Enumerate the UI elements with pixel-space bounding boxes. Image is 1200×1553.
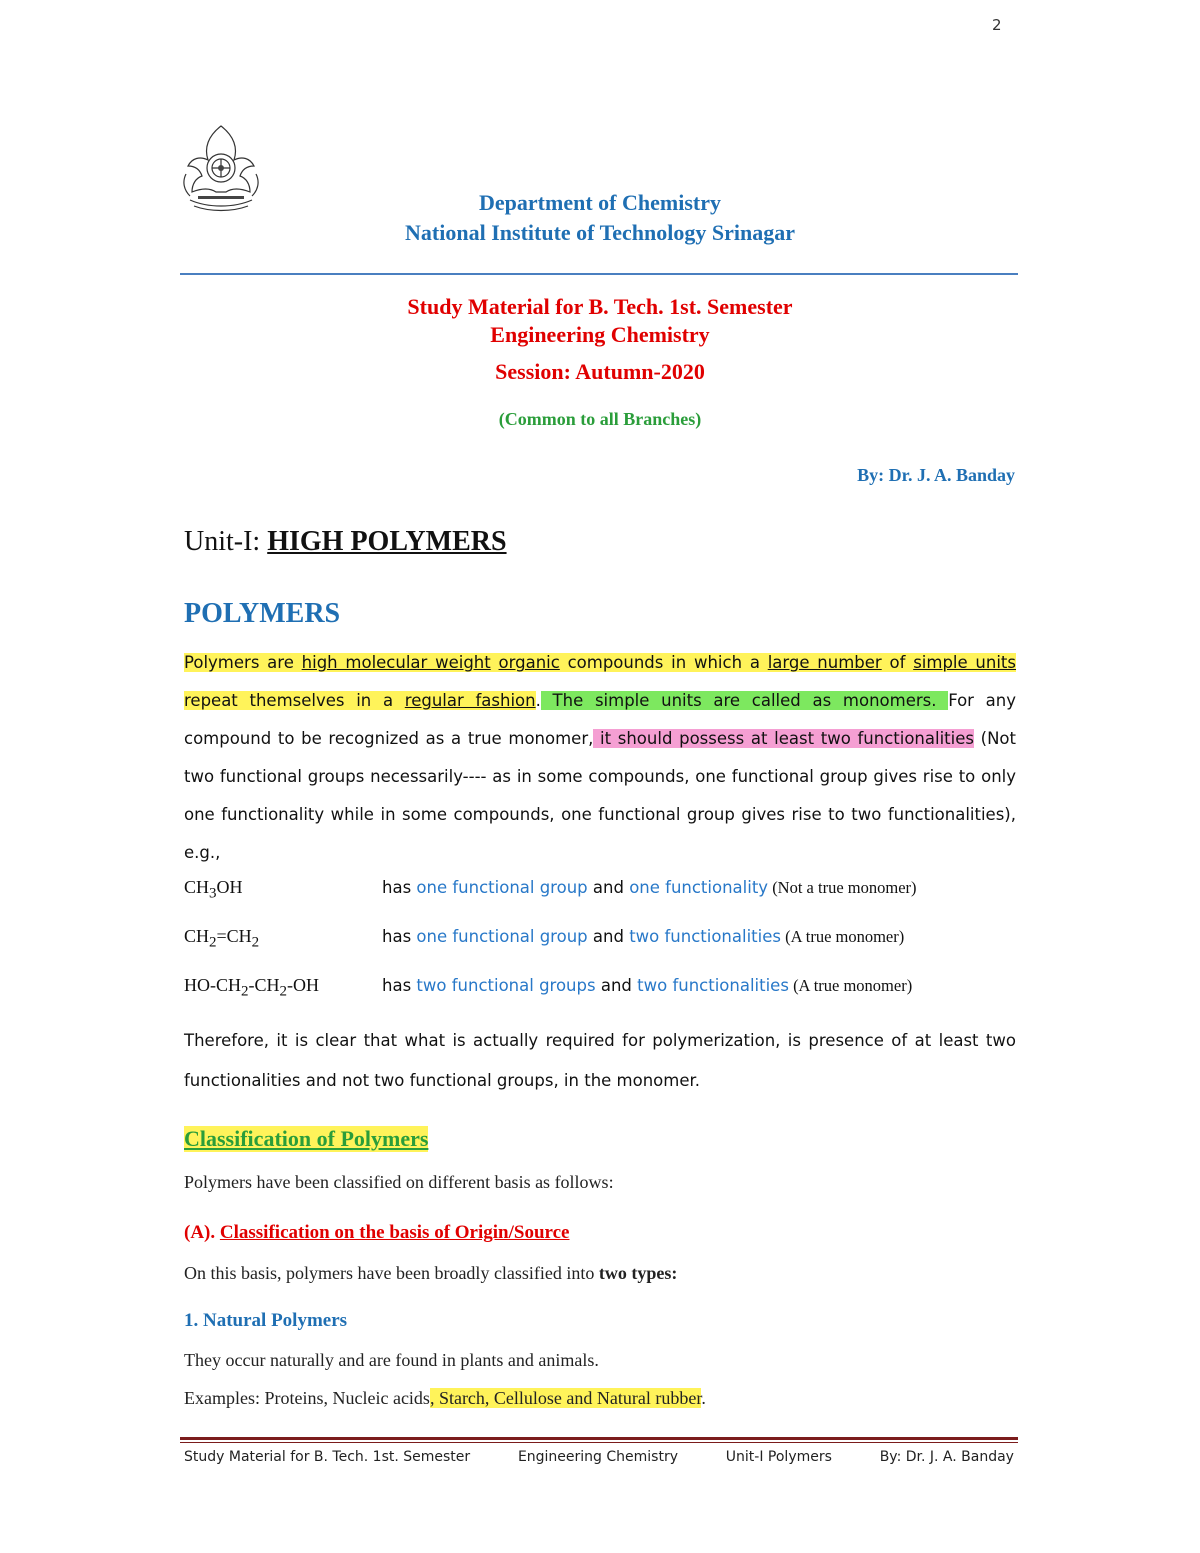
example-description [382,927,904,946]
classification-heading: Classification of Polymers [184,1126,429,1151]
example-note: (A true monomer) [780,927,905,946]
example-functionalities: two functionalities [629,927,781,946]
def-text: compounds in which a [559,653,768,672]
header-divider [180,273,1018,275]
author: By: Dr. J. A. Banday [857,465,1015,485]
study-line1: Study Material for B. Tech. 1st. Semester [407,294,793,319]
basis-text-b: two types: [598,1263,678,1283]
institute-name: National Institute of Technology Srinagar [405,220,795,245]
section-a-title: Classification on the basis of Origin/Source [219,1222,570,1243]
example-row [184,975,912,1001]
def-text: . [535,691,541,710]
natural-polymers-examples [184,1388,706,1409]
page-number: 2 [992,16,1002,34]
common-branches: (Common to all Branches) [498,409,702,429]
polymers-definition [184,644,1016,872]
functionality-text: (Not two functional groups necessarily---- as in some compounds, one functional group gives rise to only one functionality while in some compounds, one functional group gives rise to two functionalities), e.g., [184,729,1016,862]
def-text: Polymers are [184,653,302,672]
footer-divider-thin [180,1442,1018,1443]
conclusion: Therefore, it is clear that what is actually required for polymerization, is presence of at least two functionalities and not two functional groups, in the monomer. [184,1031,1016,1090]
example-has: has [382,976,417,995]
department-name: Department of Chemistry [479,190,721,215]
example-note: (A true monomer) [788,976,913,995]
study-material-title [0,293,1200,349]
section-a-heading [184,1222,569,1244]
monomer-highlight: The simple units are called as monomers. [540,691,949,710]
example-formula: $HO-CH_2-CH_2-OH$ [184,975,319,1000]
def-text [491,653,499,672]
example-functionalities: one functionality [629,878,769,897]
example-note: (Not a true monomer) [768,878,917,897]
department-header [0,188,1200,248]
example-row [184,926,904,952]
example-and: and [595,976,638,995]
example-functionalities: two functionalities [637,976,789,995]
page-footer [184,1449,1014,1465]
example-groups: one functional group [416,927,588,946]
def-text: of [881,653,914,672]
example-description [382,878,917,897]
footer-author: By: Dr. J. A. Banday [879,1449,1014,1465]
examples-text: Examples: Proteins, Nucleic acids [184,1388,430,1408]
def-term: large number [767,653,882,672]
unit-title [184,526,507,558]
def-term: organic [498,653,560,672]
unit-prefix: Unit-I: [184,526,268,557]
example-and: and [587,878,630,897]
def-term: high molecular weight [301,653,491,672]
def-term: regular fashion [404,691,536,710]
footer-subject: Engineering Chemistry [517,1449,679,1465]
basis-text [184,1263,677,1284]
example-row [184,877,917,903]
section-a-prefix: (A). [184,1222,220,1243]
example-groups: one functional group [416,878,588,897]
def-term: simple units [913,653,1016,672]
basis-text-a: On this basis, polymers have been broadly classified into [184,1263,599,1283]
example-description [382,976,912,995]
polymers-heading: POLYMERS [184,598,341,629]
classification-intro: Polymers have been classified on different basis as follows: [184,1172,614,1192]
examples-highlight: , Starch, Cellulose and Natural rubber [429,1388,702,1408]
example-has: has [382,878,417,897]
natural-polymers-desc: They occur naturally and are found in plants and animals. [184,1350,599,1370]
natural-polymers-heading: 1. Natural Polymers [184,1310,348,1331]
session: Session: Autumn-2020 [495,359,705,384]
examples-end: . [701,1388,706,1408]
functionality-highlight: it should possess at least two functionalities [593,729,974,748]
footer-divider [180,1437,1018,1440]
monomer-text: For any compound to be recognized as a true monomer, [184,691,1017,748]
footer-course: Study Material for B. Tech. 1st. Semester [184,1449,471,1465]
example-formula: $CH_3OH$ [184,877,243,902]
example-groups: two functional groups [416,976,596,995]
unit-name: HIGH POLYMERS [267,526,507,557]
example-and: and [587,927,630,946]
def-text: repeat themselves in a [184,691,405,710]
example-formula: $CH_2=CH_2$ [184,926,260,951]
footer-unit: Unit-I Polymers [725,1449,832,1465]
study-line2: Engineering Chemistry [490,322,710,347]
example-has: has [382,927,417,946]
